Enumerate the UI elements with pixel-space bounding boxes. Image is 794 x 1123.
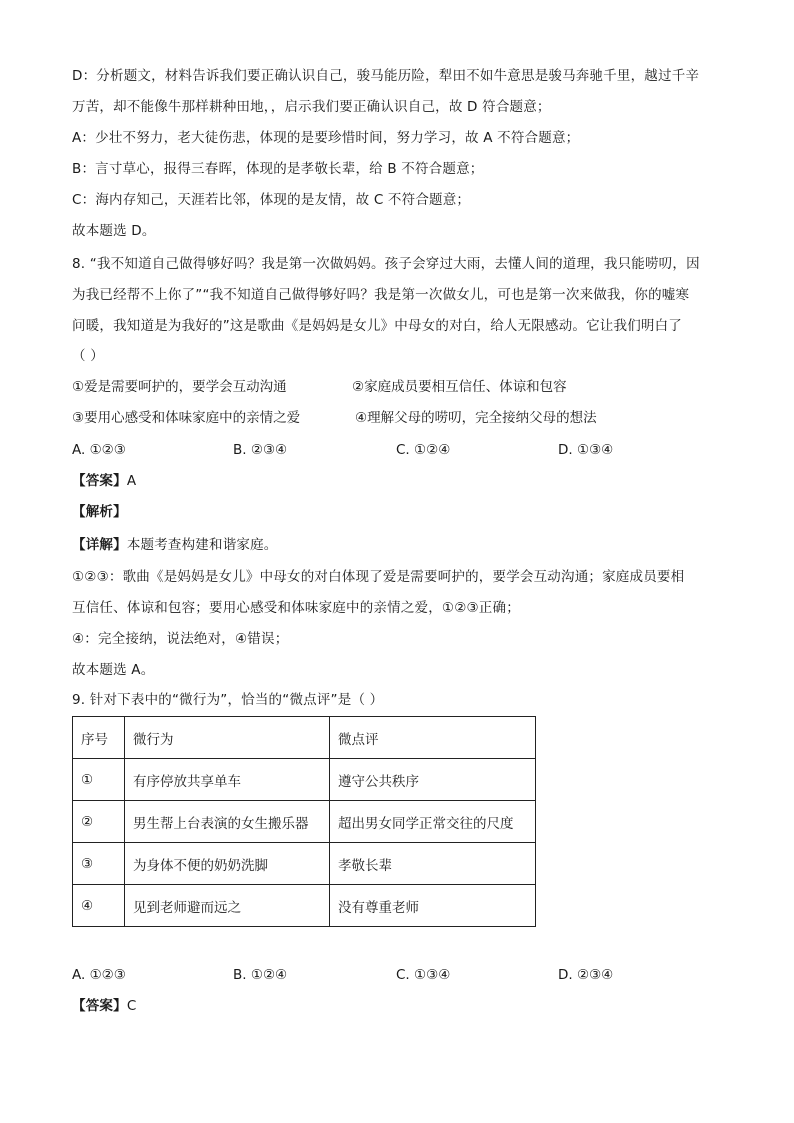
table-cell: ② [73, 801, 125, 843]
question-8-stem: 问暖，我知道是为我好的”这是歌曲《是妈妈是女儿》中母女的对白，给人无限感动。它让我们明白了 [72, 318, 682, 334]
statement-3: ③要用心感受和体味家庭中的亲情之爱 [72, 410, 301, 426]
table-cell: 超出男女同学正常交往的尺度 [330, 801, 536, 843]
explain-line: 互信任、体谅和包容；要用心感受和体味家庭中的亲情之爱，①②③正确； [72, 600, 520, 616]
text-line: 故本题选 D。 [72, 223, 156, 239]
table-row [73, 801, 536, 843]
table-cell: ④ [73, 885, 125, 927]
detail-line [72, 535, 278, 555]
table-cell: 为身体不便的奶奶洗脚 [125, 843, 330, 885]
answer-tag: 【答案】 [72, 998, 127, 1014]
table-header-cell: 序号 [73, 717, 125, 759]
text-line: A：少壮不努力，老大徒伤悲，体现的是要珍惜时间，努力学习，故 A 不符合题意； [72, 130, 580, 146]
table-header-cell: 微点评 [330, 717, 536, 759]
option-a: A. ①②③ [72, 967, 126, 983]
detail-text: 本题考查构建和谐家庭。 [126, 537, 278, 553]
table-cell: 没有尊重老师 [330, 885, 536, 927]
question-8-stem: 为我已经帮不上你了”“我不知道自己做得够好吗？我是第一次做女儿，可也是第一次来做我，你的嘘寒 [72, 287, 690, 303]
explain-line: ①②③：歌曲《是妈妈是女儿》中母女的对白体现了爱是需要呵护的，要学会互动沟通；家庭成员要相 [72, 569, 685, 585]
table-cell: ① [73, 759, 125, 801]
option-d: D. ①③④ [558, 442, 614, 458]
answer-line [72, 471, 136, 491]
table-cell: 男生帮上台表演的女生搬乐器 [125, 801, 330, 843]
table-cell: 有序停放共享单车 [125, 759, 330, 801]
explain-line: 故本题选 A。 [72, 662, 155, 678]
option-d: D. ②③④ [558, 967, 614, 983]
table-cell: 见到老师避而远之 [125, 885, 330, 927]
table-row [73, 843, 536, 885]
table-header-row [73, 717, 536, 759]
analysis-tag [72, 502, 127, 522]
table-cell: 孝敬长辈 [330, 843, 536, 885]
statement-4: ④理解父母的唠叨，完全接纳父母的想法 [355, 410, 597, 426]
question-8-stem: 8. “我不知道自己做得够好吗？我是第一次做妈妈。孩子会穿过大雨，去懂人间的道理，我只能唠叨，因 [72, 256, 700, 272]
analysis-label: 【解析】 [72, 504, 127, 520]
answer-line [72, 996, 136, 1016]
option-c: C. ①③④ [396, 967, 451, 983]
option-b: B. ①②④ [233, 967, 288, 983]
statement-1: ①爱是需要呵护的，要学会互动沟通 [72, 379, 287, 395]
table-row [73, 759, 536, 801]
text-line: D：分析题文，材料告诉我们要正确认识自己，骏马能历险，犁田不如牛意思是骏马奔驰千里，越过千辛 [72, 68, 700, 84]
table-cell: ③ [73, 843, 125, 885]
behavior-table [72, 716, 536, 927]
option-a: A. ①②③ [72, 442, 126, 458]
detail-tag: 【详解】 [72, 537, 127, 553]
explain-line: ④：完全接纳，说法绝对，④错误； [72, 631, 289, 647]
table-header-cell: 微行为 [125, 717, 330, 759]
statement-2: ②家庭成员要相互信任、体谅和包容 [352, 379, 567, 395]
answer-value: A [126, 473, 137, 489]
text-line: C：海内存知己，天涯若比邻，体现的是友情，故 C 不符合题意； [72, 192, 471, 208]
text-line: B：言寸草心，报得三春晖，体现的是孝敬长辈，给 B 不符合题意； [72, 161, 484, 177]
table-cell: 遵守公共秩序 [330, 759, 536, 801]
table-row [73, 885, 536, 927]
answer-value: C [126, 998, 137, 1014]
option-b: B. ②③④ [233, 442, 288, 458]
question-9-stem: 9. 针对下表中的“微行为”，恰当的“微点评”是（ ） [72, 692, 384, 708]
option-c: C. ①②④ [396, 442, 451, 458]
question-8-blank: （ ） [72, 348, 104, 364]
text-line: 万苦，却不能像牛那样耕种田地，，启示我们要正确认识自己，故 D 符合题意； [72, 99, 551, 115]
answer-tag: 【答案】 [72, 473, 127, 489]
